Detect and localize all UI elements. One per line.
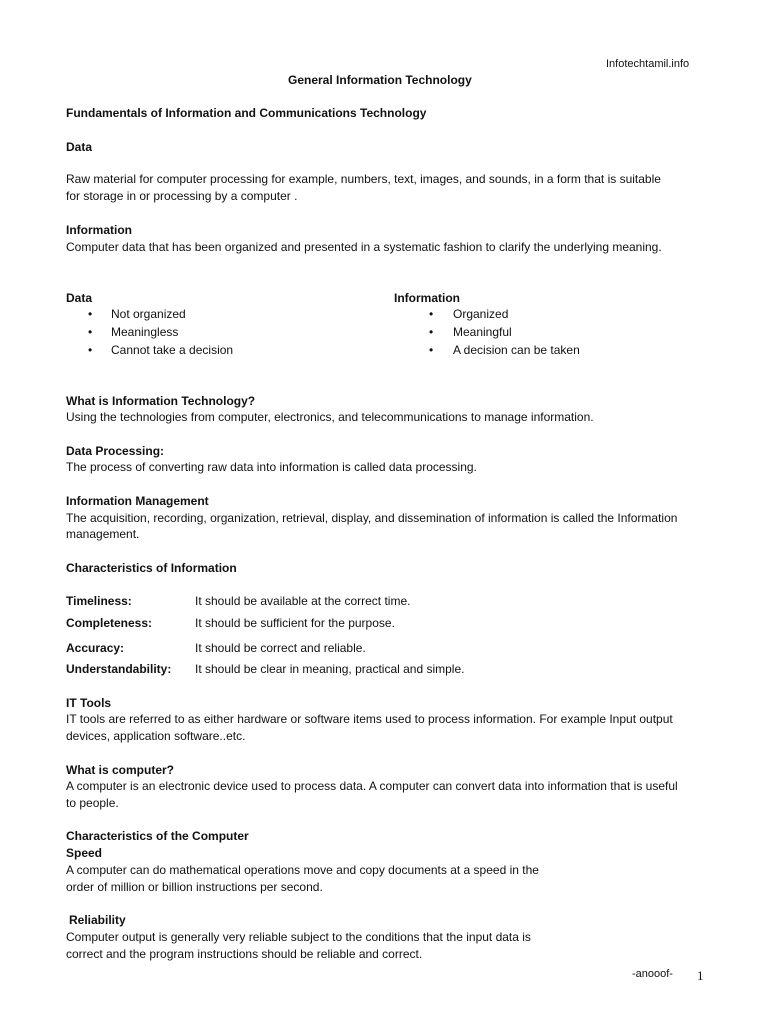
bullet-icon: • (429, 307, 434, 321)
list-item: Meaningless (111, 325, 179, 339)
processing-heading: Data Processing: (66, 444, 165, 458)
it-tools-heading: IT Tools (66, 696, 112, 710)
it-heading: What is Information Technology? (66, 394, 256, 408)
management-paragraph-line1: The acquisition, recording, organization, retrieval, display, and dissemination of information is called the Information (66, 511, 678, 525)
list-item: A decision can be taken (453, 343, 580, 357)
it-tools-paragraph-line2: devices, application software..etc. (66, 729, 246, 743)
it-paragraph: Using the technologies from computer, electronics, and telecommunications to manage information. (66, 410, 594, 424)
bullet-icon: • (88, 325, 93, 339)
data-heading: Data (66, 140, 93, 154)
speed-heading: Speed (66, 846, 103, 860)
processing-paragraph: The process of converting raw data into information is called data processing. (66, 460, 477, 474)
bullet-icon: • (88, 307, 93, 321)
list-item: Not organized (111, 307, 186, 321)
list-item: Organized (453, 307, 509, 321)
site-name: Infotechtamil.info (606, 58, 690, 70)
page-subtitle: Fundamentals of Information and Communications Technology (66, 106, 427, 120)
characteristics-info-heading: Characteristics of Information (66, 561, 237, 575)
list-item: Cannot take a decision (111, 343, 234, 357)
term-completeness: Completeness: (66, 616, 153, 630)
desc-understandability: It should be clear in meaning, practical and simple. (195, 662, 465, 676)
computer-paragraph-line1: A computer is an electronic device used to process data. A computer can convert data into information that is useful (66, 779, 678, 793)
bullet-icon: • (88, 343, 93, 357)
footer-author: -anooof- (632, 968, 673, 980)
speed-paragraph-line2: order of million or billion instructions per second. (66, 880, 323, 894)
list-item: Meaningful (453, 325, 512, 339)
management-paragraph-line2: management. (66, 527, 140, 541)
reliability-heading: Reliability (69, 913, 126, 927)
desc-completeness: It should be sufficient for the purpose. (195, 616, 395, 630)
desc-timeliness: It should be available at the correct time. (195, 594, 411, 608)
desc-accuracy: It should be correct and reliable. (195, 641, 366, 655)
information-paragraph: Computer data that has been organized and presented in a systematic fashion to clarify the underlying meaning. (66, 240, 662, 254)
bullet-icon: • (429, 343, 434, 357)
page-title: General Information Technology (288, 73, 472, 87)
it-tools-paragraph-line1: IT tools are referred to as either hardware or software items used to process information. For example Input output (66, 712, 673, 726)
data-paragraph-line2: for storage in or processing by a computer . (66, 189, 298, 203)
computer-characteristics-heading: Characteristics of the Computer (66, 829, 249, 843)
information-heading: Information (66, 223, 132, 237)
data-paragraph-line1: Raw material for computer processing for example, numbers, text, images, and sounds, in a form that is suitable (66, 172, 661, 186)
term-understandability: Understandability: (66, 662, 172, 676)
management-heading: Information Management (66, 494, 209, 508)
term-timeliness: Timeliness: (66, 594, 132, 608)
speed-paragraph-line1: A computer can do mathematical operations move and copy documents at a speed in the (66, 863, 539, 877)
computer-heading: What is computer? (66, 763, 175, 777)
comparison-information-heading: Information (394, 291, 460, 305)
term-accuracy: Accuracy: (66, 641, 125, 655)
reliability-paragraph-line1: Computer output is generally very reliable subject to the conditions that the input data is (66, 930, 531, 944)
comparison-data-heading: Data (66, 291, 93, 305)
page-number: 1 (697, 968, 704, 983)
bullet-icon: • (429, 325, 434, 339)
computer-paragraph-line2: to people. (66, 796, 119, 810)
reliability-paragraph-line2: correct and the program instructions should be reliable and correct. (66, 947, 423, 961)
